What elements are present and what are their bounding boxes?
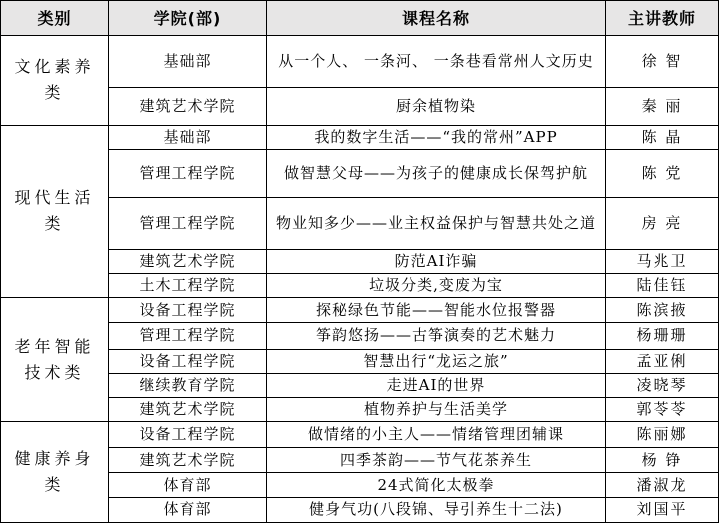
teacher-cell: 杨 铮 [606, 448, 719, 473]
teacher-cell: 房 亮 [606, 198, 719, 249]
college-cell: 设备工程学院 [109, 422, 267, 448]
course-cell: 从一个人、 一条河、 一条巷看常州人文历史 [267, 36, 606, 88]
category-cell: 文化素养类 [1, 36, 109, 126]
teacher-cell: 孟亚俐 [606, 349, 719, 373]
table-row [1, 422, 719, 448]
course-cell: 24式简化太极拳 [267, 473, 606, 497]
table-row [1, 88, 719, 125]
teacher-cell: 陈 党 [606, 149, 719, 197]
college-cell: 管理工程学院 [109, 198, 267, 249]
table-row [1, 473, 719, 497]
header-category: 类别 [1, 1, 109, 36]
college-cell: 建筑艺术学院 [109, 88, 267, 125]
teacher-cell: 凌晓琴 [606, 373, 719, 397]
college-cell: 体育部 [109, 473, 267, 497]
course-cell: 植物养护与生活美学 [267, 397, 606, 421]
table-row [1, 448, 719, 473]
teacher-cell: 杨珊珊 [606, 323, 719, 349]
table-row [1, 36, 719, 88]
table-row [1, 249, 719, 273]
college-cell: 体育部 [109, 497, 267, 522]
college-cell: 管理工程学院 [109, 323, 267, 349]
teacher-cell: 刘国平 [606, 497, 719, 522]
course-cell: 物业知多少——业主权益保护与智慧共处之道 [267, 198, 606, 249]
teacher-cell: 潘淑龙 [606, 473, 719, 497]
college-cell: 土木工程学院 [109, 273, 267, 297]
college-cell: 基础部 [109, 125, 267, 149]
course-cell: 走进AI的世界 [267, 373, 606, 397]
course-cell: 厨余植物染 [267, 88, 606, 125]
category-cell: 现代生活类 [1, 125, 109, 297]
course-cell: 我的数字生活——“我的常州”APP [267, 125, 606, 149]
table-row [1, 323, 719, 349]
college-cell: 设备工程学院 [109, 298, 267, 323]
table-row [1, 349, 719, 373]
teacher-cell: 郭苓苓 [606, 397, 719, 421]
table-row [1, 149, 719, 197]
header-row [1, 1, 719, 36]
teacher-cell: 秦 丽 [606, 88, 719, 125]
course-cell: 防范AI诈骗 [267, 249, 606, 273]
table-row [1, 273, 719, 297]
table-row [1, 198, 719, 249]
course-cell: 做情绪的小主人——情绪管理团辅课 [267, 422, 606, 448]
table-row [1, 298, 719, 323]
teacher-cell: 陈丽娜 [606, 422, 719, 448]
course-cell: 筝韵悠扬——古筝演奏的艺术魅力 [267, 323, 606, 349]
header-teacher: 主讲教师 [606, 1, 719, 36]
category-cell: 健康养身类 [1, 422, 109, 523]
college-cell: 设备工程学院 [109, 349, 267, 373]
course-cell: 探秘绿色节能——智能水位报警器 [267, 298, 606, 323]
course-cell: 做智慧父母——为孩子的健康成长保驾护航 [267, 149, 606, 197]
college-cell: 建筑艺术学院 [109, 397, 267, 421]
teacher-cell: 马兆卫 [606, 249, 719, 273]
table-row [1, 397, 719, 421]
table-row [1, 373, 719, 397]
header-course: 课程名称 [267, 1, 606, 36]
course-cell: 四季茶韵——节气花茶养生 [267, 448, 606, 473]
category-cell: 老年智能技术类 [1, 298, 109, 422]
college-cell: 管理工程学院 [109, 149, 267, 197]
header-college: 学院(部) [109, 1, 267, 36]
course-cell: 健身气功(八段锦、导引养生十二法) [267, 497, 606, 522]
college-cell: 继续教育学院 [109, 373, 267, 397]
teacher-cell: 徐 智 [606, 36, 719, 88]
teacher-cell: 陆佳钰 [606, 273, 719, 297]
table-row [1, 497, 719, 522]
teacher-cell: 陈 晶 [606, 125, 719, 149]
college-cell: 建筑艺术学院 [109, 448, 267, 473]
college-cell: 基础部 [109, 36, 267, 88]
course-cell: 智慧出行“龙运之旅” [267, 349, 606, 373]
course-cell: 垃圾分类,变废为宝 [267, 273, 606, 297]
table-row [1, 125, 719, 149]
teacher-cell: 陈滨掖 [606, 298, 719, 323]
college-cell: 建筑艺术学院 [109, 249, 267, 273]
